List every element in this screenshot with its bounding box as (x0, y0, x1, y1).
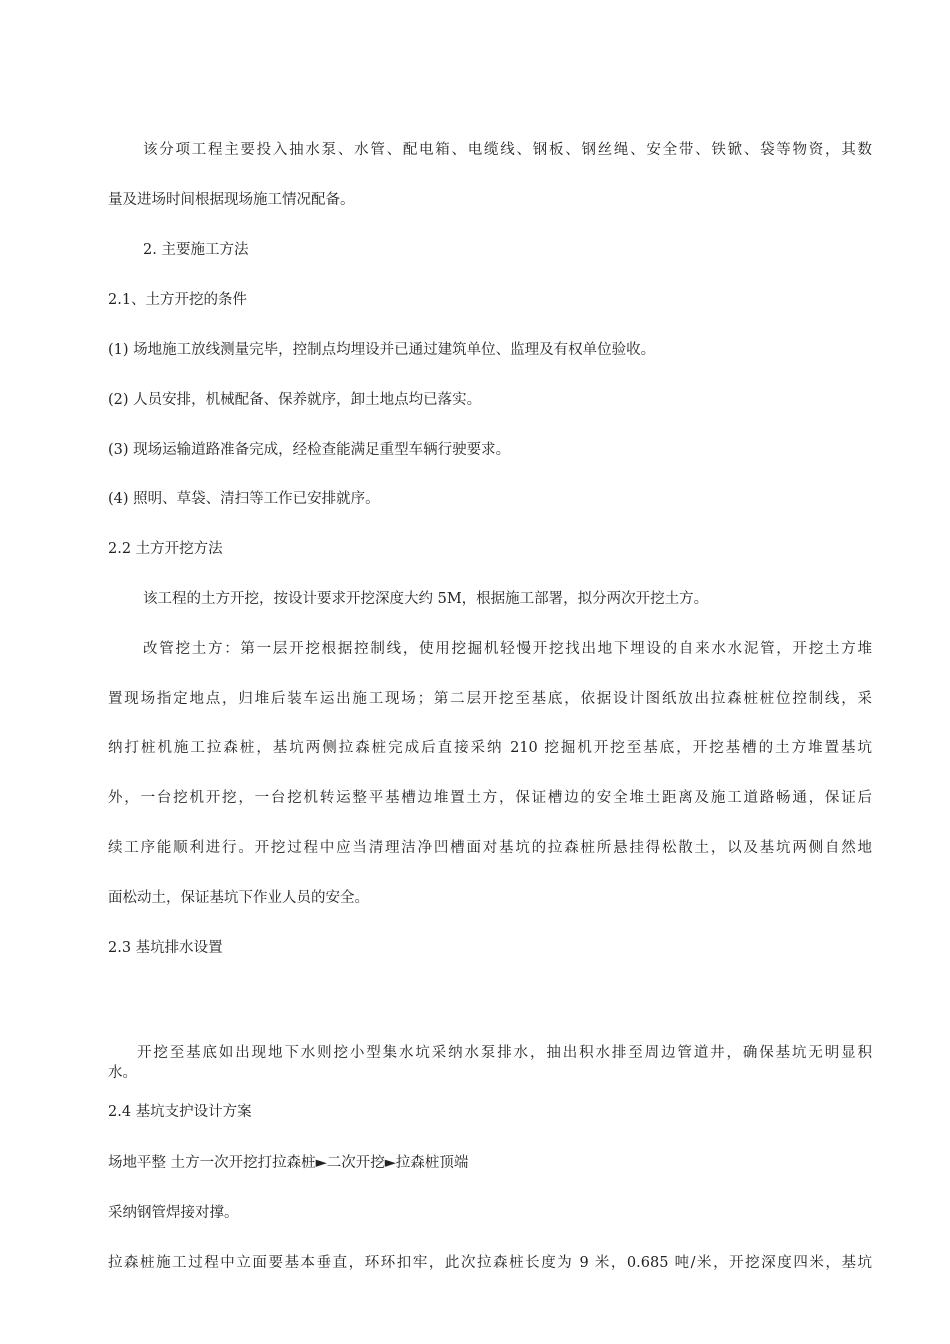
paragraph-weld: 采纳钢管焊接对撑。 (108, 1205, 239, 1221)
condition-item-4: (4) 照明、草袋、清扫等工作已安排就序。 (108, 491, 380, 507)
paragraph-last: 拉森桩施工过程中立面要基本垂直，环环扣牢，此次拉森桩长度为 9 米，0.685 吨/米，开挖深度四米，基坑 (108, 1255, 872, 1271)
paragraph-materials-line-2: 量及进场时间根据现场施工情况配备。 (108, 192, 355, 208)
heading-2-4: 2.4 基坑支护设计方案 (108, 1104, 252, 1120)
paragraph-pipe-line-3: 纳打桩机施工拉森桩，基坑两侧拉森桩完成后直接采纳 210 挖掘机开挖至基底，开挖基槽的土方堆置基坑 (108, 740, 872, 756)
paragraph-pipe-line-4: 外，一台挖机开挖，一台挖机转运整平基槽边堆置土方，保证槽边的安全堆土距离及施工道路畅通，保证后 (108, 790, 872, 806)
condition-item-3: (3) 现场运输道路准备完成，经检查能满足重型车辆行驶要求。 (108, 442, 511, 458)
paragraph-flow: 场地平整 土方一次开挖打拉森桩►二次开挖►拉森桩顶端 (108, 1155, 469, 1171)
paragraph-drain-line-2: 水。 (108, 1065, 137, 1081)
paragraph-depth: 该工程的土方开挖，按设计要求开挖深度大约 5M，根据施工部署，拟分两次开挖土方。 (143, 591, 709, 607)
paragraph-pipe-line-2: 置现场指定地点，归堆后装车运出施工现场；第二层开挖至基底，依据设计图纸放出拉森桩桩位控制线，采 (108, 691, 872, 707)
condition-item-1: (1) 场地施工放线测量完毕，控制点均埋设并已通过建筑单位、监理及有权单位验收。 (108, 342, 656, 358)
paragraph-pipe-line-1: 改管挖土方：第一层开挖根据控制线，使用挖掘机轻慢开挖找出地下埋设的自来水水泥管，开挖土方堆 (143, 641, 872, 657)
paragraph-pipe-line-5: 续工序能顺利进行。开挖过程中应当清理洁净凹槽面对基坑的拉森桩所悬挂得松散土，以及基坑两侧自然地 (108, 840, 872, 856)
paragraph-materials-line-1: 该分项工程主要投入抽水泵、水管、配电箱、电缆线、钢板、钢丝绳、安全带、铁锨、袋等物资，其数 (143, 142, 872, 158)
heading-2-2: 2.2 土方开挖方法 (108, 541, 223, 557)
heading-2-1: 2.1、土方开挖的条件 (108, 292, 248, 308)
heading-main-methods: 2. 主要施工方法 (143, 242, 249, 258)
paragraph-drain-line-1: 开挖至基底如出现地下水则挖小型集水坑采纳水泵排水，抽出积水排至周边管道井，确保基坑无明显积 (137, 1045, 872, 1061)
condition-item-2: (2) 人员安排，机械配备、保养就序，卸土地点均已落实。 (108, 392, 482, 408)
paragraph-pipe-line-6: 面松动土，保证基坑下作业人员的安全。 (108, 890, 369, 906)
heading-2-3: 2.3 基坑排水设置 (108, 940, 223, 956)
